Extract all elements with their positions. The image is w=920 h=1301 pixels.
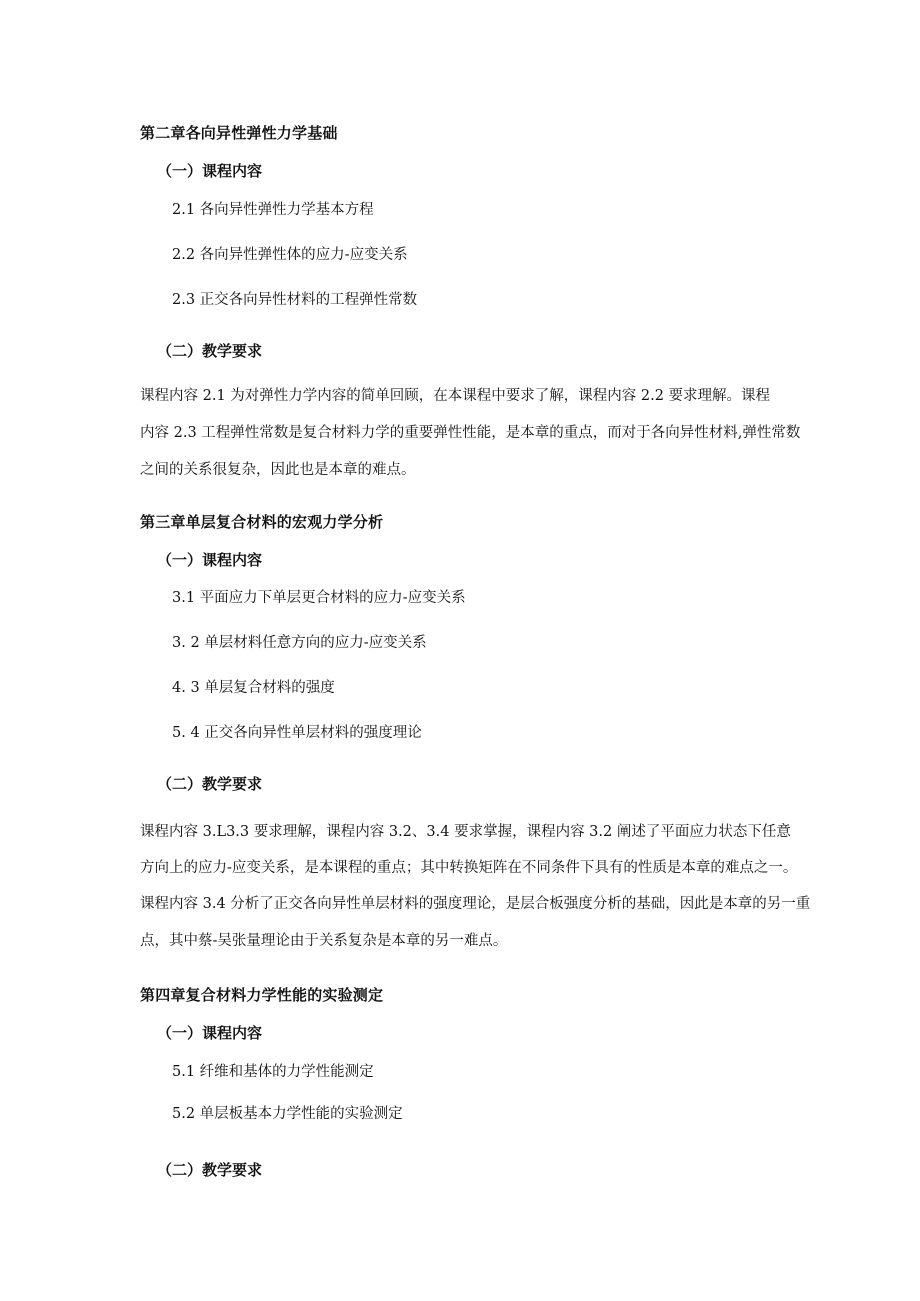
chapter-4-item: 5.2 单层板基本力学性能的实验测定 bbox=[172, 1106, 403, 1122]
chapter-2-item: 2.3 正交各向异性材料的工程弹性常数 bbox=[172, 292, 418, 308]
chapter-3-title: 第三章单层复合材料的宏观力学分析 bbox=[140, 513, 384, 531]
chapter-4-requirements-heading: （二）教学要求 bbox=[157, 1161, 263, 1179]
chapter-2-content-heading: （一）课程内容 bbox=[157, 162, 263, 180]
chapter-3-requirements-heading: （二）教学要求 bbox=[157, 775, 263, 793]
chapter-2-requirements-line: 课程内容 2.1 为对弹性力学内容的简单回顾，在本课程中要求了解，课程内容 2.2 要求理解。课程 bbox=[140, 388, 771, 404]
chapter-2-requirements-line: 之间的关系很复杂，因此也是本章的难点。 bbox=[140, 462, 416, 478]
chapter-3-content-heading: （一）课程内容 bbox=[157, 551, 263, 569]
chapter-3-requirements-line: 课程内容 3.4 分析了正交各向异性单层材料的强度理论，是层合板强度分析的基础，因此是本章的另一重 bbox=[140, 896, 811, 912]
chapter-4-content-heading: （一）课程内容 bbox=[157, 1024, 263, 1042]
chapter-2-item: 2.1 各向异性弹性力学基本方程 bbox=[172, 202, 374, 218]
chapter-3-item: 4. 3 单层复合材料的强度 bbox=[172, 680, 335, 696]
chapter-3-item: 5. 4 正交各向异性单层材料的强度理论 bbox=[172, 725, 422, 741]
chapter-2-requirements-heading: （二）教学要求 bbox=[157, 342, 263, 360]
chapter-3-item: 3.1 平面应力下单层更合材料的应力-应变关系 bbox=[172, 590, 466, 606]
chapter-4-item: 5.1 纤维和基体的力学性能测定 bbox=[172, 1064, 374, 1080]
chapter-2-requirements-line: 内容 2.3 工程弹性常数是复合材料力学的重要弹性性能，是本章的重点，而对于各向异性材料,弹性常数 bbox=[140, 425, 801, 441]
chapter-4-title: 第四章复合材料力学性能的实验测定 bbox=[140, 986, 384, 1004]
chapter-2-title: 第二章各向异性弹性力学基础 bbox=[140, 124, 338, 142]
chapter-3-requirements-line: 课程内容 3.L3.3 要求理解，课程内容 3.2、3.4 要求掌握，课程内容 3.2 阐述了平面应力状态下任意 bbox=[140, 824, 791, 840]
chapter-2-item: 2.2 各向异性弹性体的应力-应变关系 bbox=[172, 247, 408, 263]
chapter-3-item: 3. 2 单层材料任意方向的应力-应变关系 bbox=[172, 635, 427, 651]
chapter-3-requirements-line: 方向上的应力-应变关系，是本课程的重点；其中转换矩阵在不同条件下具有的性质是本章的难点之一。 bbox=[140, 860, 798, 876]
chapter-3-requirements-line: 点，其中蔡-吴张量理论由于关系复杂是本章的另一难点。 bbox=[140, 933, 508, 949]
